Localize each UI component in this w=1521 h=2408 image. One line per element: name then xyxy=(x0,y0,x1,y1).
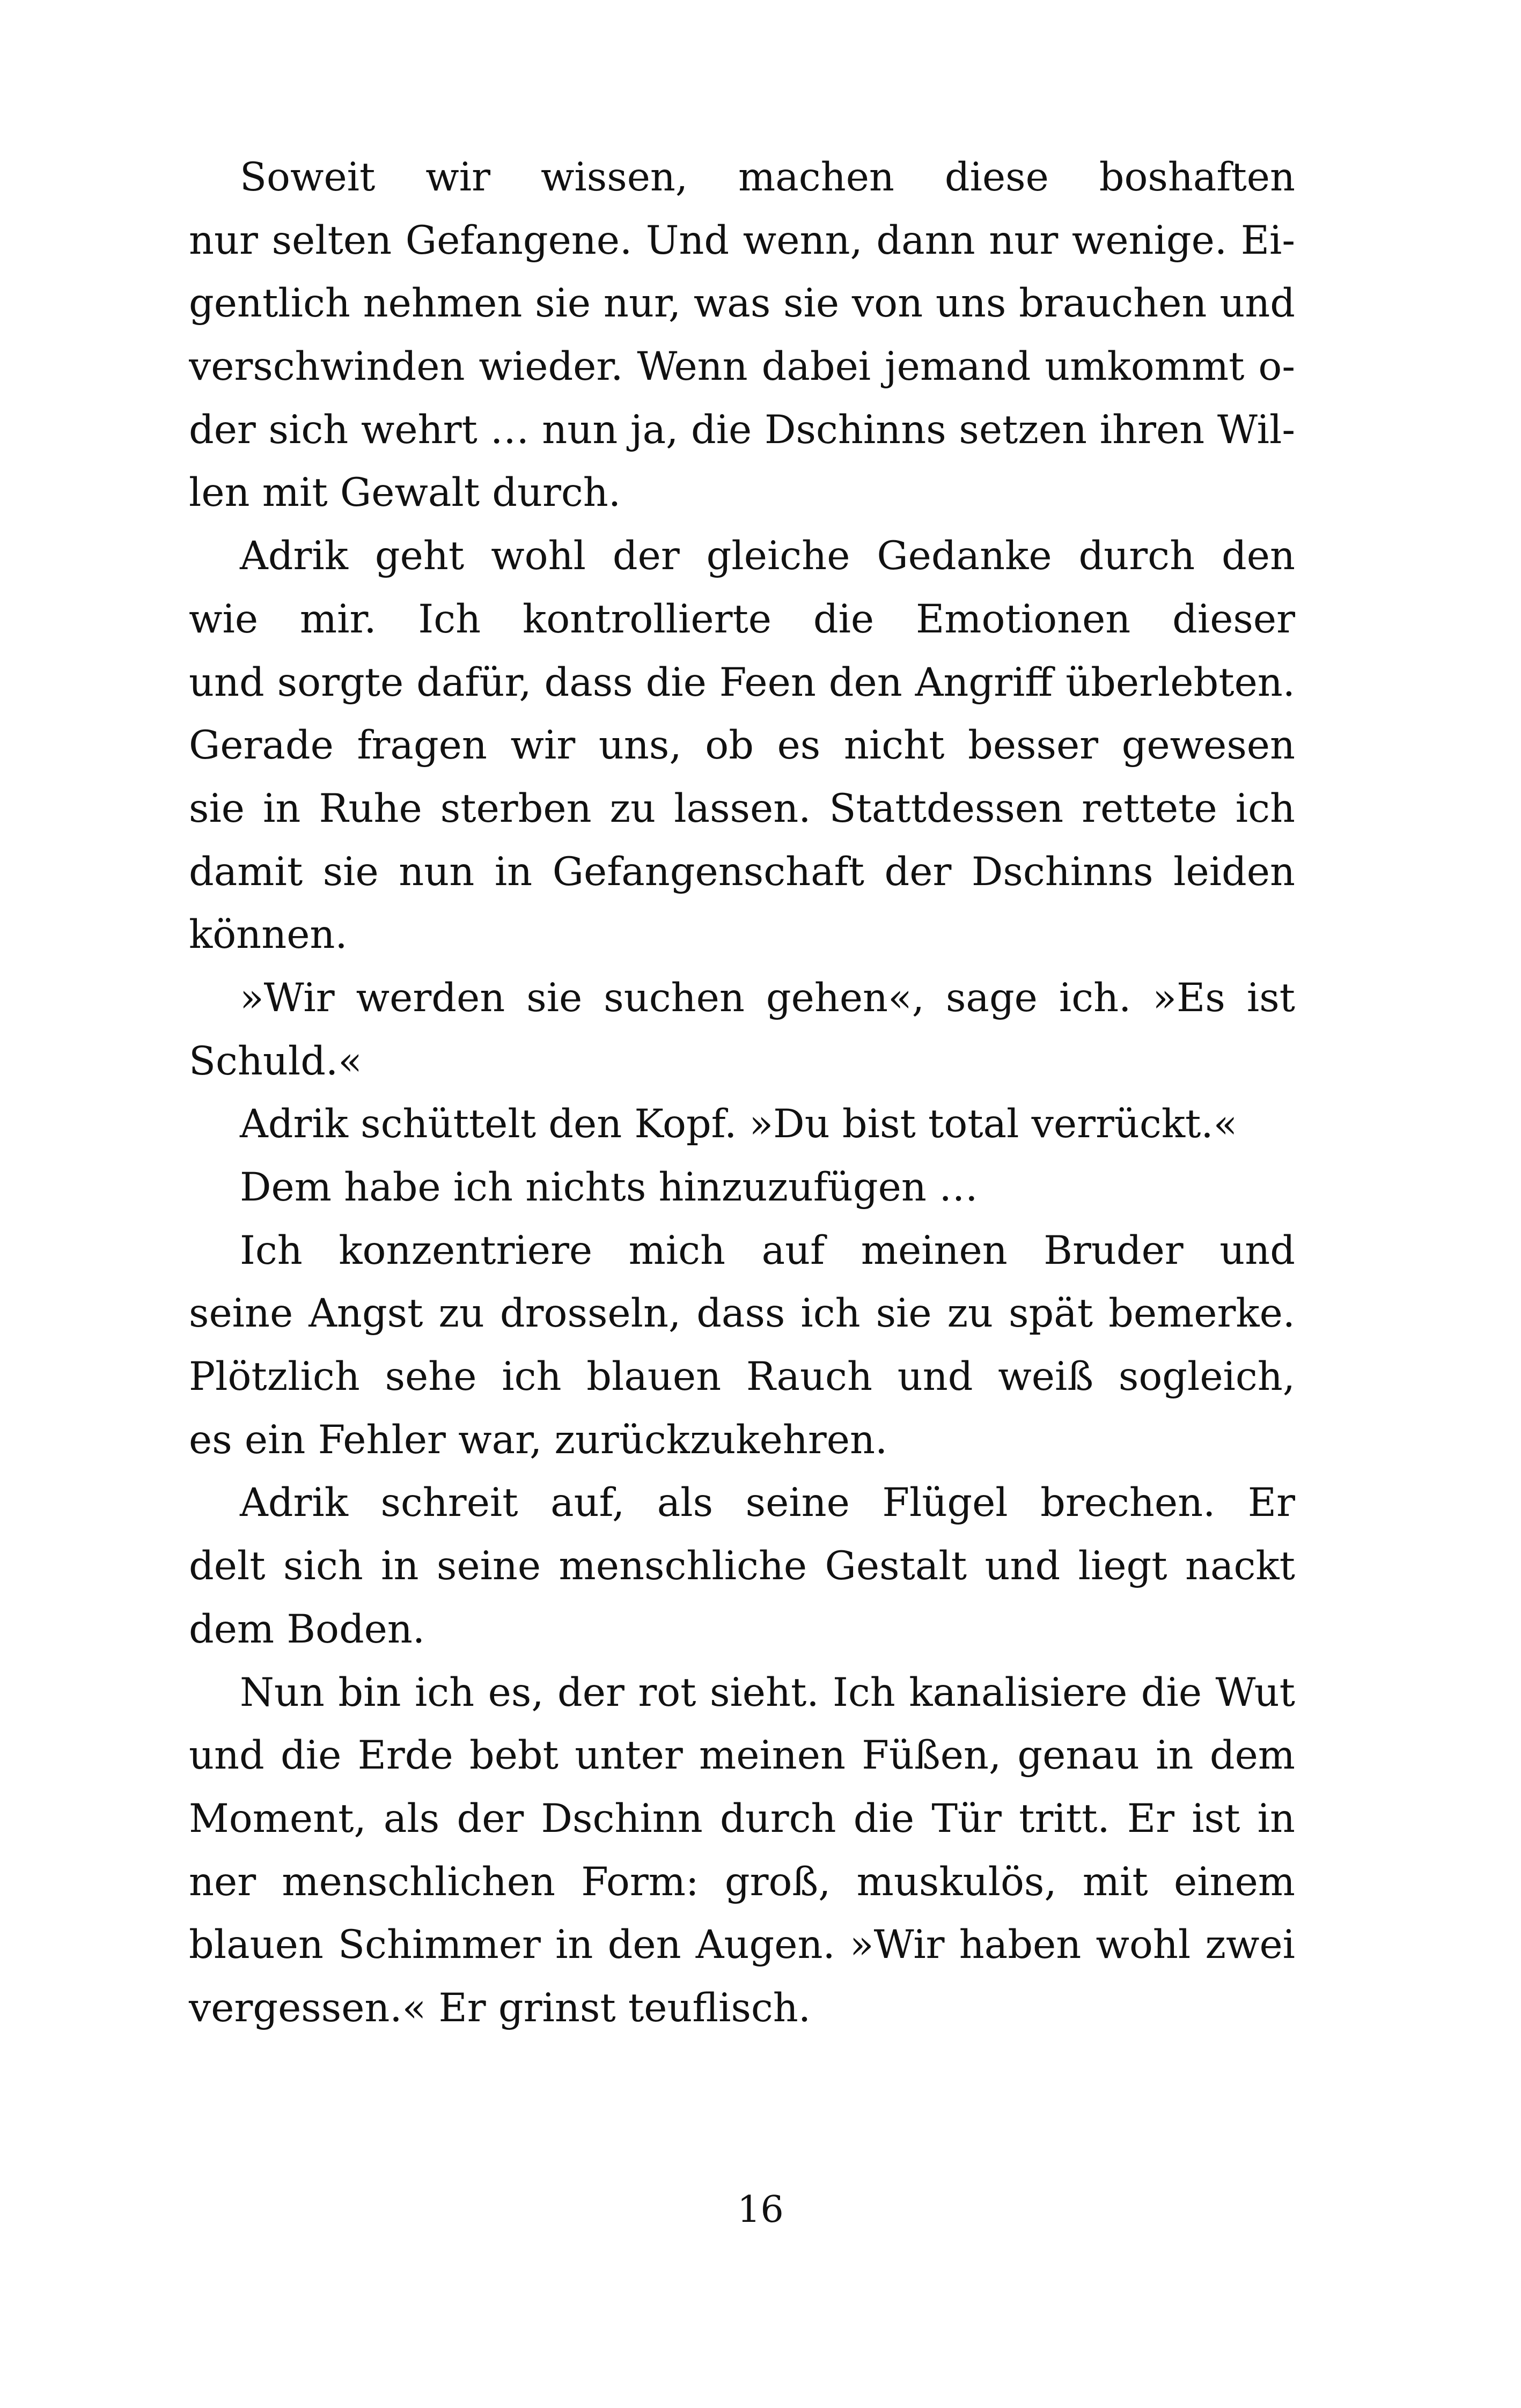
text-line: vergessen.« Er grinst teuflisch. xyxy=(189,1985,811,2031)
text-line: sie in Ruhe sterben zu lassen. Stattdessen rettete ich xyxy=(189,785,1295,831)
text-line: nur selten Gefangene. Und wenn, dann nur wenige. Ei- xyxy=(189,217,1295,263)
text-line: können. xyxy=(189,912,348,958)
text-line: »Wir werden sie suchen gehen«, sage ich. »Es ist xyxy=(240,975,1295,1021)
text-line: Adrik geht wohl der gleiche Gedanke durch den xyxy=(240,533,1295,579)
text-line: delt sich in seine menschliche Gestalt und liegt nackt xyxy=(189,1543,1295,1589)
text-line: Plötzlich sehe ich blauen Rauch und weiß sogleich, xyxy=(189,1354,1295,1400)
text-line: Dem habe ich nichts hinzuzufügen … xyxy=(240,1165,979,1210)
text-line: Soweit wir wissen, machen diese boshaften xyxy=(240,154,1295,200)
text-line: Moment, als der Dschinn durch die Tür tritt. Er ist in xyxy=(189,1795,1295,1842)
body-text xyxy=(189,146,1295,2040)
text-line: und die Erde bebt unter meinen Füßen, genau in dem xyxy=(189,1733,1295,1779)
text-line: gentlich nehmen sie nur, was sie von uns brauchen und xyxy=(189,281,1295,327)
text-line: seine Angst zu drosseln, dass ich sie zu spät bemerke. xyxy=(189,1291,1295,1337)
text-line: Ich konzentriere mich auf meinen Bruder und xyxy=(240,1227,1295,1273)
text-line: Gerade fragen wir uns, ob es nicht besser gewesen xyxy=(189,723,1295,769)
text-line: Adrik schüttelt den Kopf. »Du bist total verrückt.« xyxy=(240,1101,1238,1147)
text-line: blauen Schimmer in den Augen. »Wir haben wohl zwei xyxy=(189,1922,1295,1968)
text-line: Schuld.« xyxy=(189,1038,362,1084)
text-line: der sich wehrt … nun ja, die Dschinns setzen ihren Wil- xyxy=(189,407,1295,453)
text-line: es ein Fehler war, zurückzukehren. xyxy=(189,1417,888,1463)
text-line: Adrik schreit auf, als seine Flügel brechen. Er xyxy=(240,1480,1295,1526)
text-line: verschwinden wieder. Wenn dabei jemand umkommt o- xyxy=(189,344,1295,390)
text-line: ner menschlichen Form: groß, muskulös, mit einem xyxy=(189,1859,1295,1905)
text-line: und sorgte dafür, dass die Feen den Angriff überlebten. xyxy=(189,659,1295,705)
text-line: len mit Gewalt durch. xyxy=(189,470,621,516)
text-line: Nun bin ich es, der rot sieht. Ich kanalisiere die Wut xyxy=(240,1669,1295,1715)
text-line: damit sie nun in Gefangenschaft der Dschinns leiden xyxy=(189,849,1295,895)
text-line: wie mir. Ich kontrollierte die Emotionen dieser xyxy=(189,596,1295,642)
page-number: 16 xyxy=(737,2189,784,2231)
text-line: dem Boden. xyxy=(189,1606,425,1652)
